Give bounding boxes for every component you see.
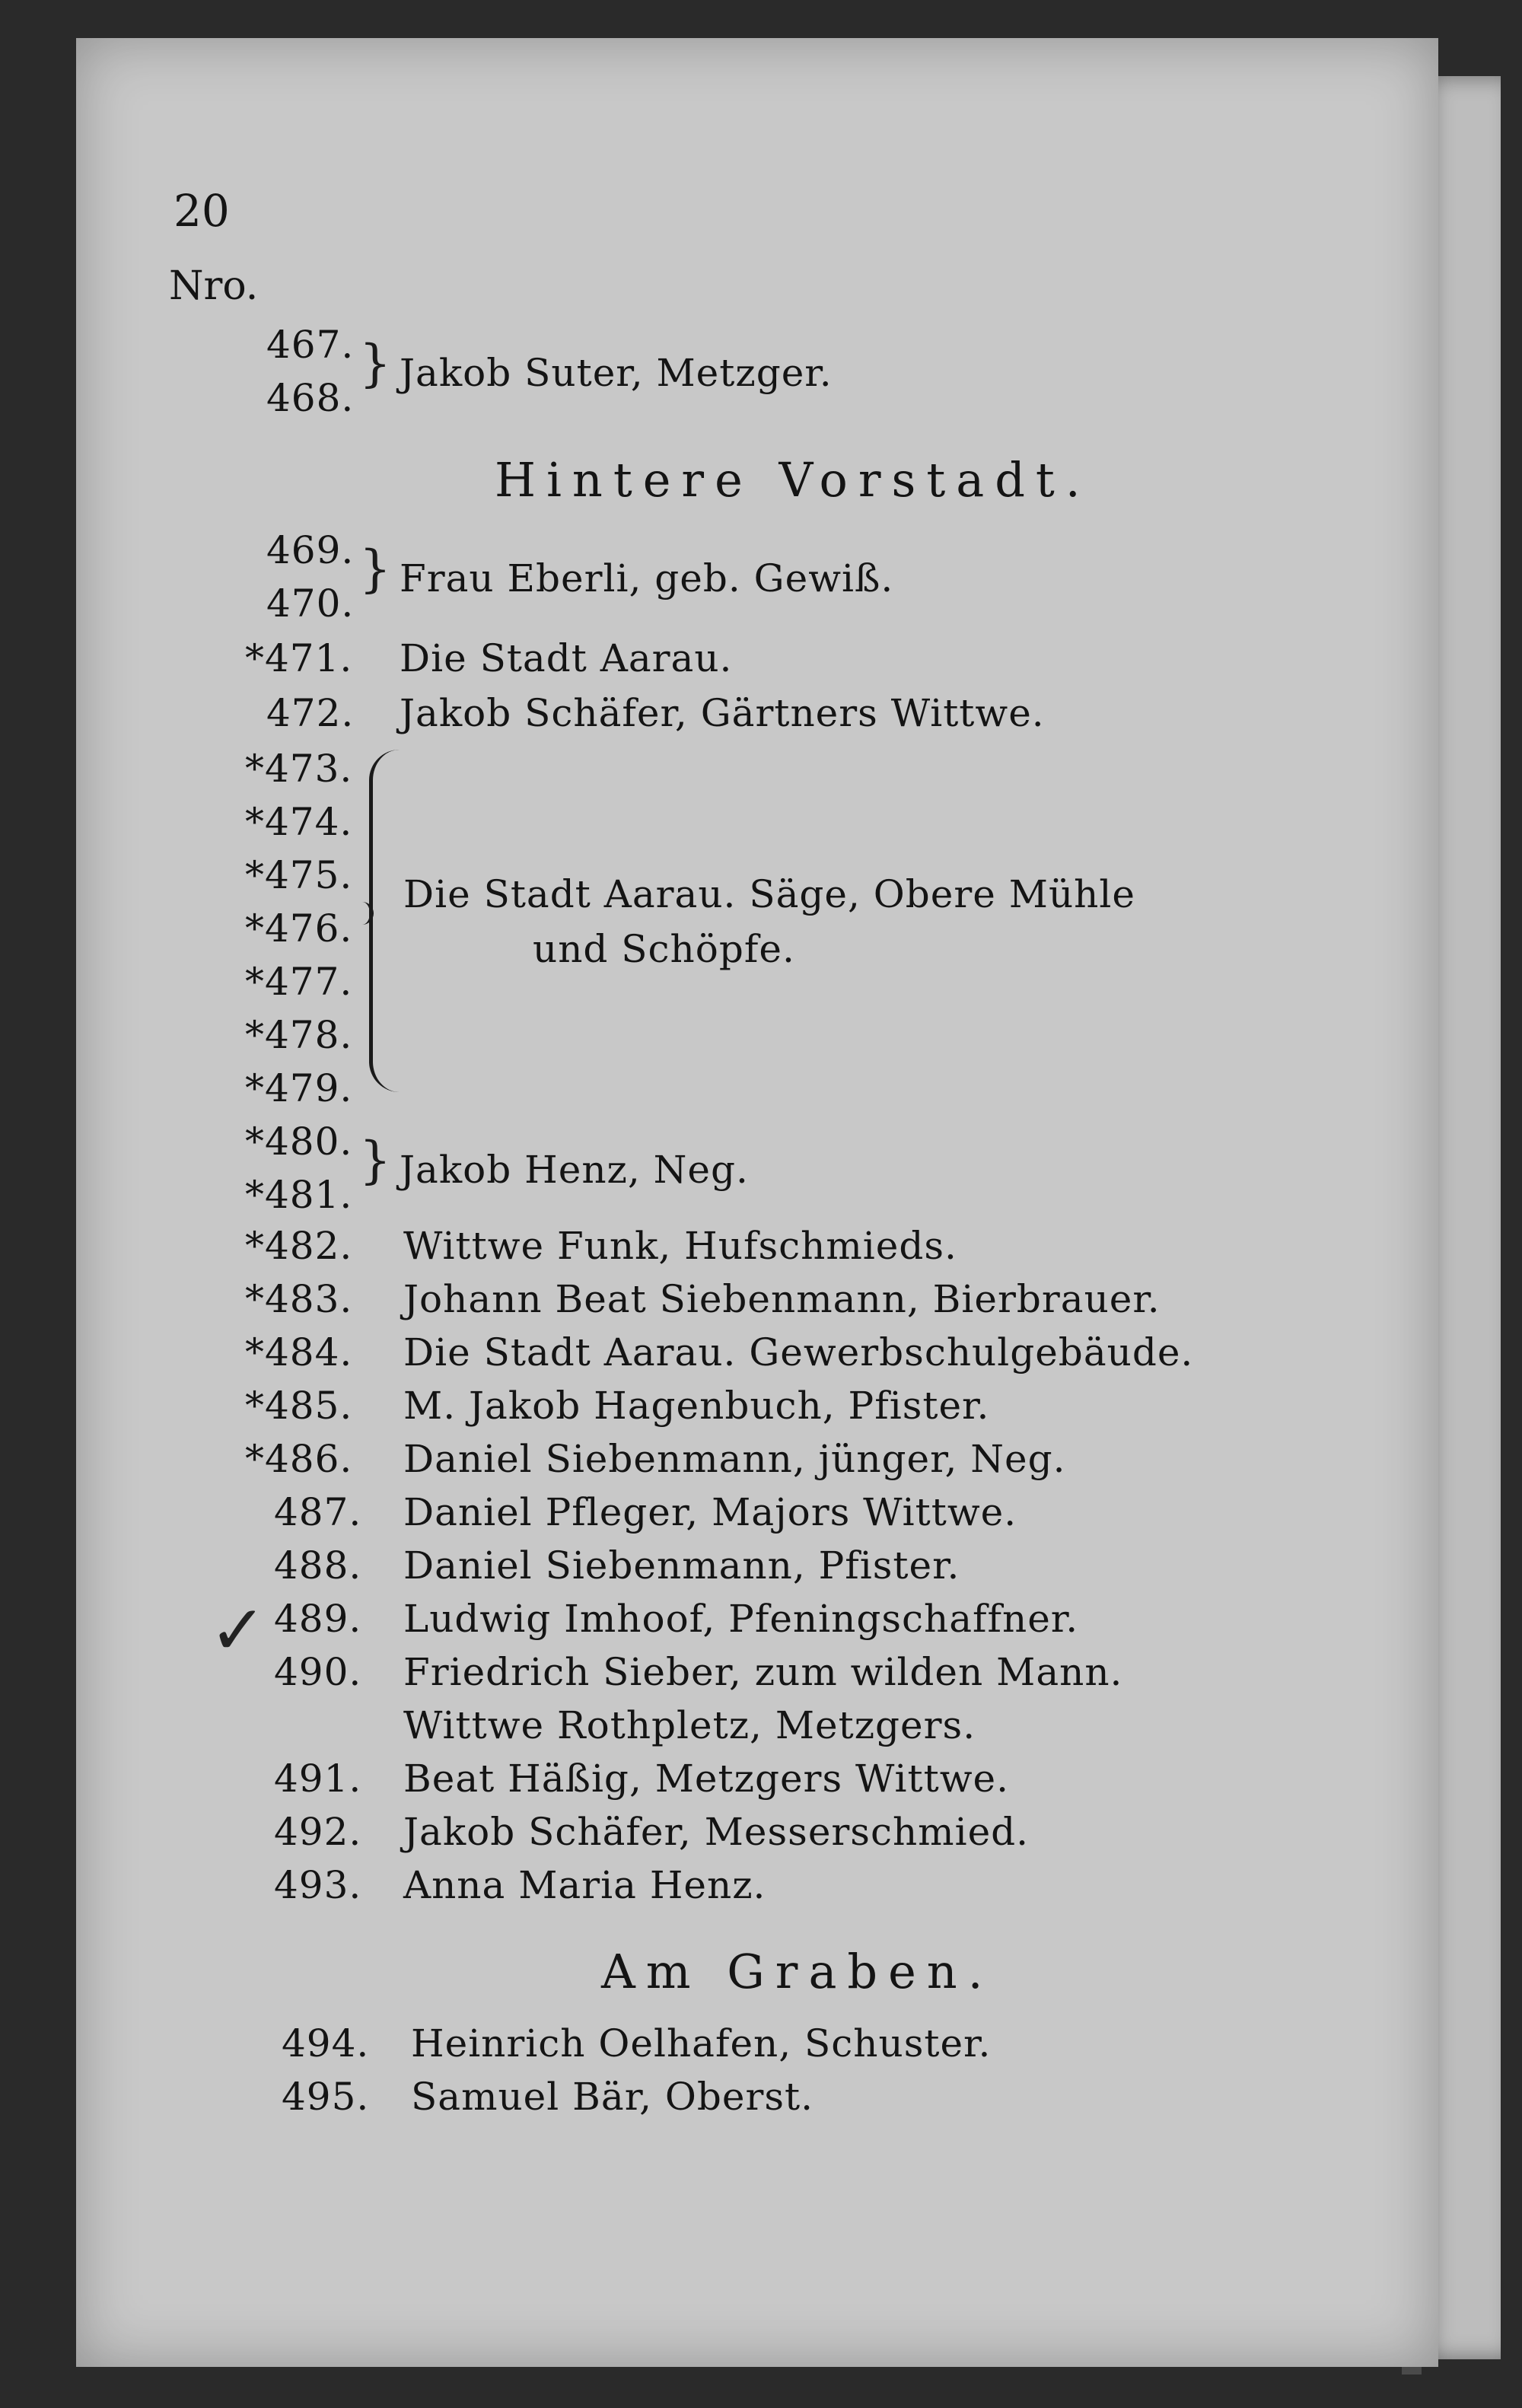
- entry-name-continued: und Schöpfe.: [533, 927, 795, 971]
- nro-label: Nro.: [169, 263, 259, 309]
- section-heading: Hintere Vorstadt.: [495, 452, 1091, 508]
- entry-number: *486.: [245, 1437, 353, 1481]
- entry-name-continued: Wittwe Rothpletz, Metzgers.: [403, 1703, 976, 1747]
- entry-number: 493.: [274, 1863, 362, 1907]
- entry-name: Friedrich Sieber, zum wilden Mann.: [403, 1650, 1123, 1694]
- brace-mark: }: [359, 540, 391, 598]
- entry-name: Frau Eberli, geb. Gewiß.: [400, 556, 894, 600]
- entry-name: Anna Maria Henz.: [403, 1863, 766, 1907]
- entry-number: *471.: [245, 636, 353, 680]
- entry-number: 494.: [282, 2021, 370, 2066]
- entry-name: Jakob Schäfer, Gärtners Wittwe.: [400, 691, 1045, 735]
- entry-name: Ludwig Imhoof, Pfeningschaffner.: [403, 1597, 1079, 1641]
- entry-number: 492.: [274, 1810, 362, 1854]
- entry-number: 487.: [274, 1490, 362, 1534]
- large-brace: [369, 750, 403, 1092]
- entry-name: Jakob Schäfer, Messerschmied.: [403, 1810, 1030, 1854]
- entry-number: *474.: [245, 800, 353, 844]
- entry-number: *473.: [245, 747, 353, 791]
- entry-name: Heinrich Oelhafen, Schuster.: [411, 2021, 992, 2066]
- entry-name: Wittwe Funk, Hufschmieds.: [403, 1224, 957, 1268]
- entry-name: Beat Häßig, Metzgers Wittwe.: [403, 1757, 1009, 1801]
- entry-name: Daniel Pfleger, Majors Wittwe.: [403, 1490, 1017, 1534]
- entry-number: *484.: [245, 1330, 353, 1374]
- entry-number: *485.: [245, 1384, 353, 1428]
- entry-name: Samuel Bär, Oberst.: [411, 2075, 814, 2119]
- entry-number: *476.: [245, 906, 353, 951]
- entry-number: 469.: [266, 528, 355, 572]
- entry-number: *479.: [245, 1066, 353, 1110]
- entry-number: *483.: [245, 1277, 353, 1321]
- entry-number: 489.: [274, 1597, 362, 1641]
- page-number: 20: [174, 185, 230, 237]
- entry-name: Jakob Suter, Metzger.: [400, 351, 833, 395]
- entry-number: *480.: [245, 1120, 353, 1164]
- entry-number: 468.: [266, 376, 355, 420]
- entry-number: 470.: [266, 581, 355, 626]
- entry-name: M. Jakob Hagenbuch, Pfister.: [403, 1384, 990, 1428]
- entry-number: 472.: [266, 691, 355, 735]
- entry-number: 490.: [274, 1650, 362, 1694]
- checkmark-icon: ✓: [209, 1591, 267, 1671]
- entry-number: *481.: [245, 1173, 353, 1217]
- entry-name: Johann Beat Siebenmann, Bierbrauer.: [403, 1277, 1161, 1321]
- entry-name: Daniel Siebenmann, Pfister.: [403, 1543, 960, 1588]
- entry-name: Die Stadt Aarau. Gewerbschulgebäude.: [403, 1330, 1194, 1374]
- entry-number: 467.: [266, 323, 355, 367]
- entry-number: *482.: [245, 1224, 353, 1268]
- brace-mark: }: [359, 334, 391, 393]
- section-heading: Am Graben.: [601, 1944, 994, 1999]
- entry-number: *478.: [245, 1013, 353, 1057]
- entry-name: Daniel Siebenmann, jünger, Neg.: [403, 1437, 1066, 1481]
- entry-number: 488.: [274, 1543, 362, 1588]
- entry-name: Die Stadt Aarau. Säge, Obere Mühle: [403, 872, 1135, 916]
- entry-name: Die Stadt Aarau.: [400, 636, 733, 680]
- brace-mark: }: [359, 1131, 391, 1190]
- entry-number: *477.: [245, 960, 353, 1004]
- entry-number: 495.: [282, 2075, 370, 2119]
- entry-name: Jakob Henz, Neg.: [400, 1148, 749, 1192]
- entry-number: *475.: [245, 853, 353, 897]
- entry-number: 491.: [274, 1757, 362, 1801]
